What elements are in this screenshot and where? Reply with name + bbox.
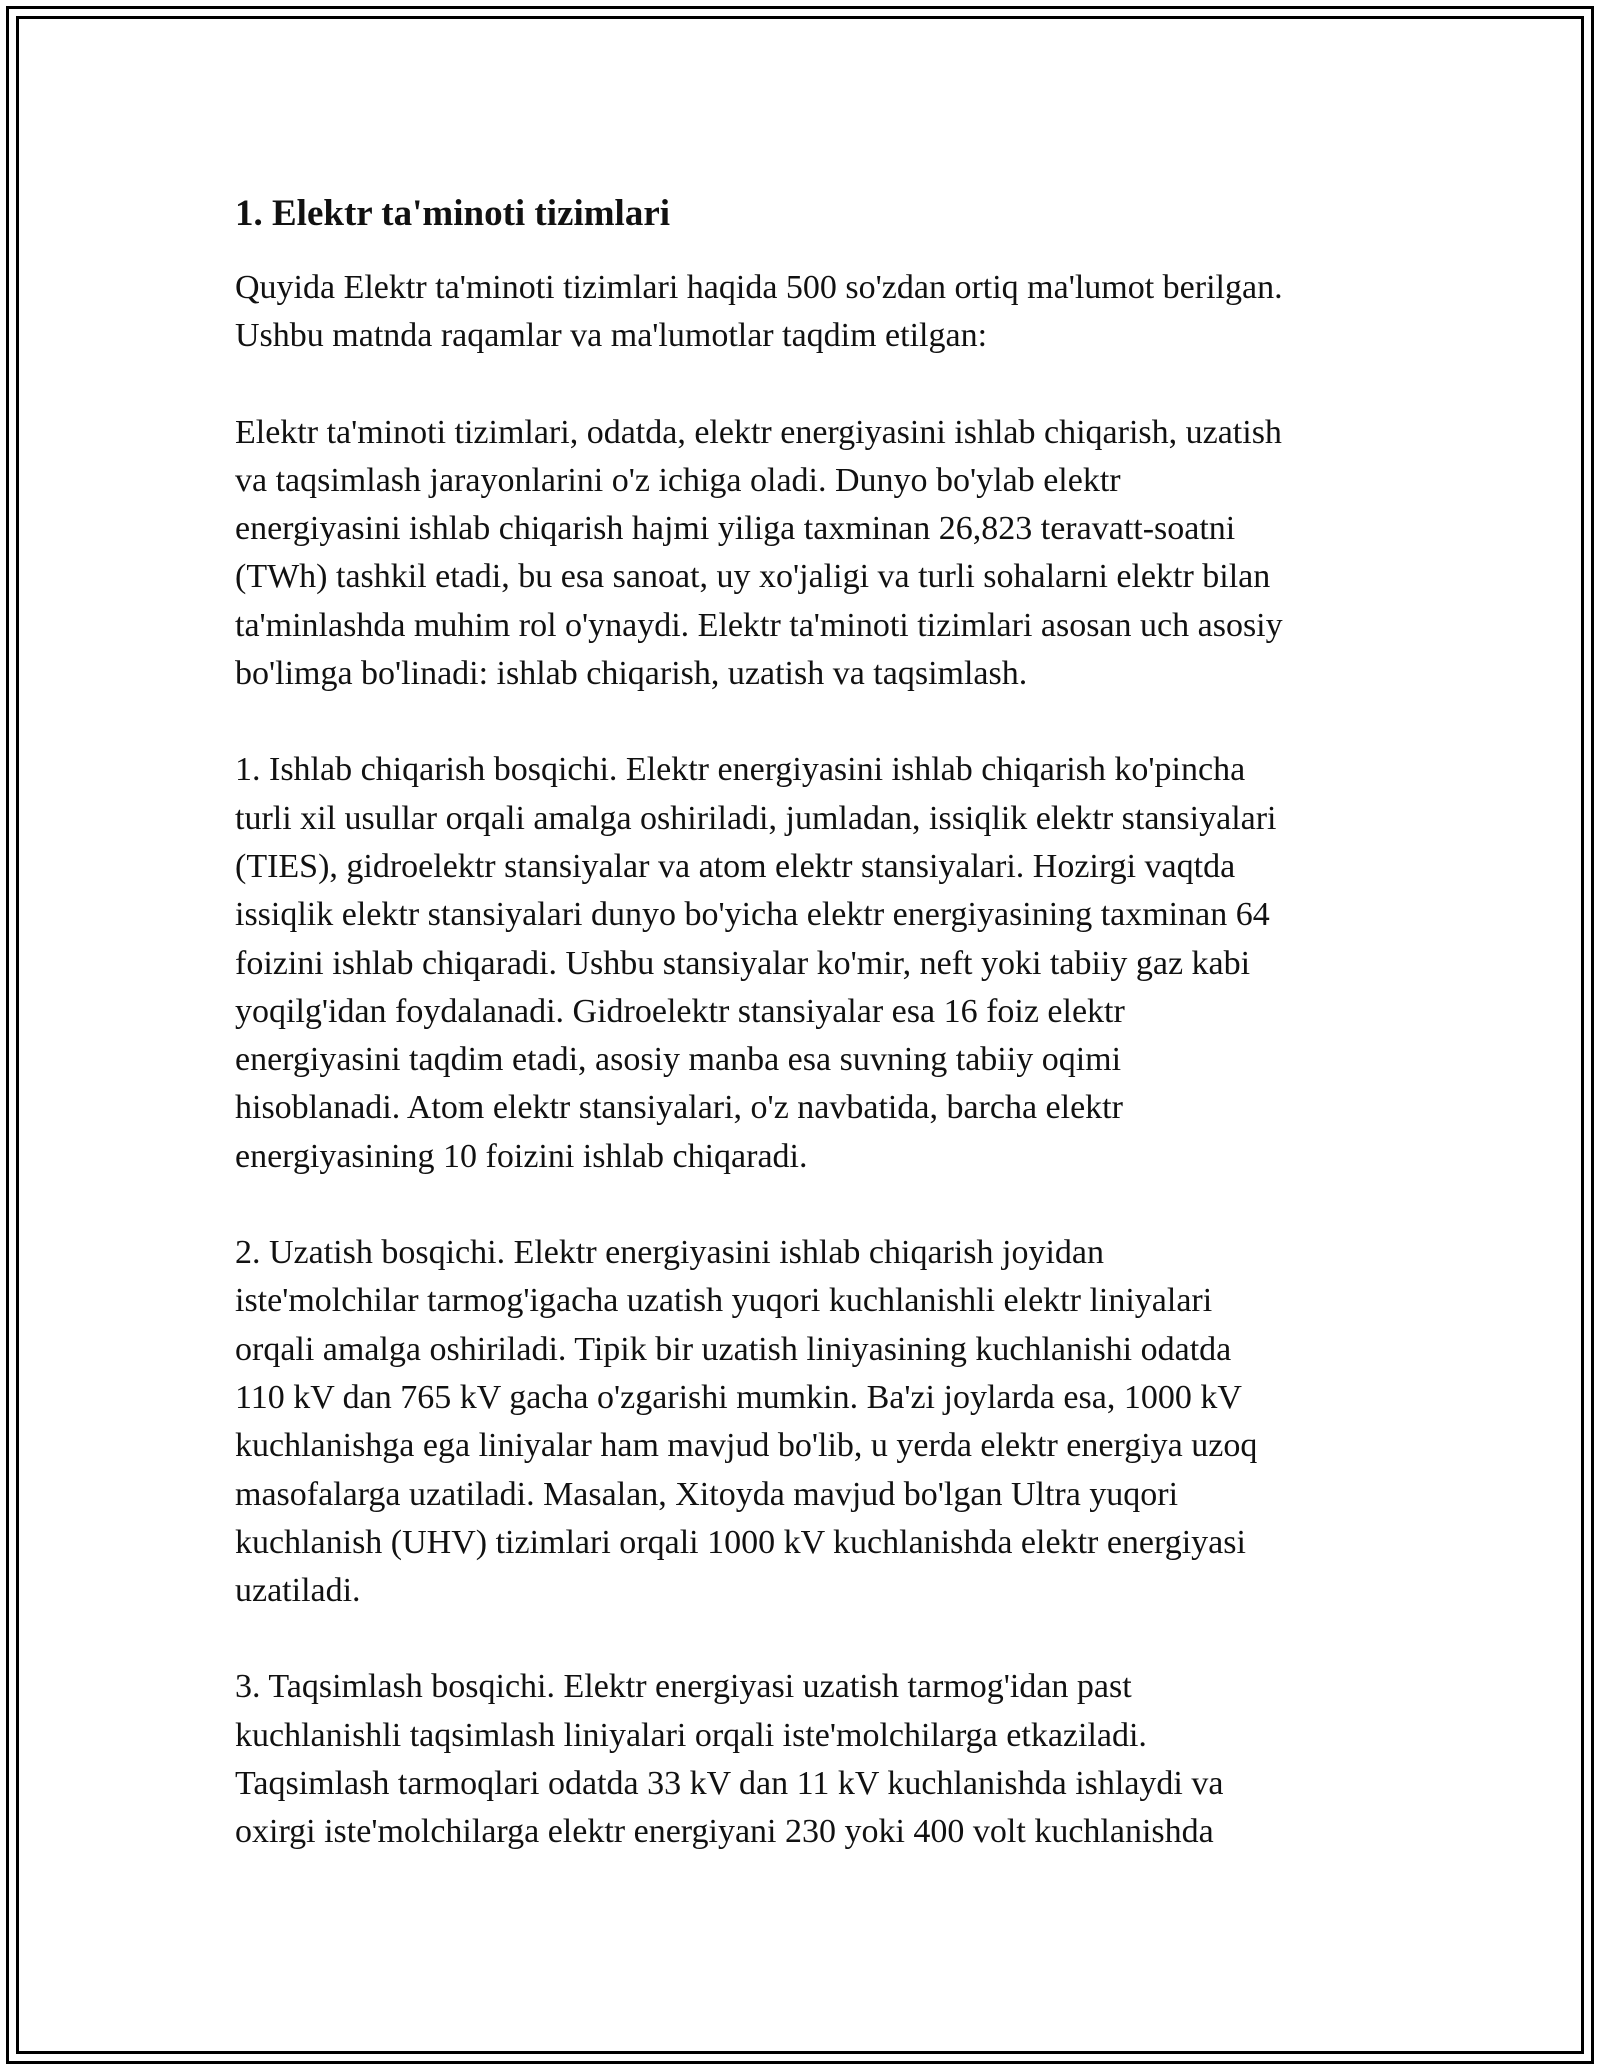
- text-line: 110 kV dan 765 kV gacha o'zgarishi mumkin. Ba'zi joylarda esa, 1000 kV: [235, 1378, 1242, 1416]
- text-line: orqali amalga oshiriladi. Tipik bir uzatish liniyasining kuchlanishi odatda: [235, 1330, 1232, 1368]
- text-line: Ushbu matnda raqamlar va ma'lumotlar taqdim etilgan:: [235, 317, 988, 355]
- text-line: Elektr ta'minoti tizimlari, odatda, elektr energiyasini ishlab chiqarish, uzatish: [235, 413, 1282, 451]
- text-line: energiyasini taqdim etadi, asosiy manba esa suvning tabiiy oqimi: [235, 1041, 1122, 1079]
- text-line: 2. Uzatish bosqichi. Elektr energiyasini ishlab chiqarish joyidan: [235, 1234, 1105, 1272]
- text-line: ta'minlashda muhim rol o'ynaydi. Elektr ta'minoti tizimlari asosan uch asosiy: [235, 606, 1283, 644]
- text-line: uzatiladi.: [235, 1572, 361, 1610]
- text-line: energiyasini ishlab chiqarish hajmi yiliga taxminan 26,823 teravatt-soatni: [235, 510, 1236, 548]
- text-line: kuchlanishga ega liniyalar ham mavjud bo'lib, u yerda elektr energiya uzoq: [235, 1427, 1258, 1465]
- text-line: foizini ishlab chiqaradi. Ushbu stansiyalar ko'mir, neft yoki tabiiy gaz kabi: [235, 944, 1251, 982]
- text-line: (TWh) tashkil etadi, bu esa sanoat, uy xo'jaligi va turli sohalarni elektr bilan: [235, 558, 1271, 596]
- text-line: turli xil usullar orqali amalga oshiriladi, jumladan, issiqlik elektr stansiyalari: [235, 799, 1277, 837]
- text-line: 3. Taqsimlash bosqichi. Elektr energiyasi uzatish tarmog'idan past: [235, 1668, 1132, 1706]
- text-line: Quyida Elektr ta'minoti tizimlari haqida 500 so'zdan ortiq ma'lumot berilgan.: [235, 269, 1283, 306]
- paragraph-generation: [235, 746, 1370, 1181]
- text-line: 1. Ishlab chiqarish bosqichi. Elektr energiyasini ishlab chiqarish ko'pincha: [235, 751, 1246, 789]
- text-line: yoqilg'idan foydalanadi. Gidroelektr stansiyalar esa 16 foiz elektr: [235, 992, 1125, 1030]
- text-line: energiyasining 10 foizini ishlab chiqaradi.: [235, 1137, 808, 1175]
- text-line: hisoblanadi. Atom elektr stansiyalari, o'z navbatida, barcha elektr: [235, 1089, 1123, 1127]
- text-line: oxirgi iste'molchilarga elektr energiyani 230 yoki 400 volt kuchlanishda: [235, 1813, 1214, 1851]
- document-body: [235, 186, 1370, 1905]
- document-title: 1. Elektr ta'minoti tizimlari: [235, 193, 671, 234]
- text-line: kuchlanishli taqsimlash liniyalari orqali iste'molchilarga etkaziladi.: [235, 1716, 1147, 1754]
- paragraph-overview: [235, 409, 1370, 699]
- text-line: kuchlanish (UHV) tizimlari orqali 1000 kV kuchlanishda elektr energiyasi: [235, 1523, 1246, 1561]
- text-line: va taqsimlash jarayonlarini o'z ichiga oladi. Dunyo bo'ylab elektr: [235, 461, 1121, 499]
- text-line: (TIES), gidroelektr stansiyalar va atom elektr stansiyalari. Hozirgi vaqtda: [235, 847, 1236, 885]
- text-line: masofalarga uzatiladi. Masalan, Xitoyda mavjud bo'lgan Ultra yuqori: [235, 1475, 1179, 1513]
- paragraph-transmission: [235, 1229, 1370, 1615]
- text-line: bo'limga bo'linadi: ishlab chiqarish, uzatish va taqsimlash.: [235, 655, 1028, 693]
- paragraph-intro: [235, 264, 1370, 361]
- text-line: Taqsimlash tarmoqlari odatda 33 kV dan 11 kV kuchlanishda ishlaydi va: [235, 1765, 1224, 1803]
- text-line: iste'molchilar tarmog'igacha uzatish yuqori kuchlanishli elektr liniyalari: [235, 1282, 1213, 1320]
- text-line: issiqlik elektr stansiyalari dunyo bo'yicha elektr energiyasining taxminan 64: [235, 896, 1270, 934]
- paragraph-distribution: [235, 1663, 1370, 1856]
